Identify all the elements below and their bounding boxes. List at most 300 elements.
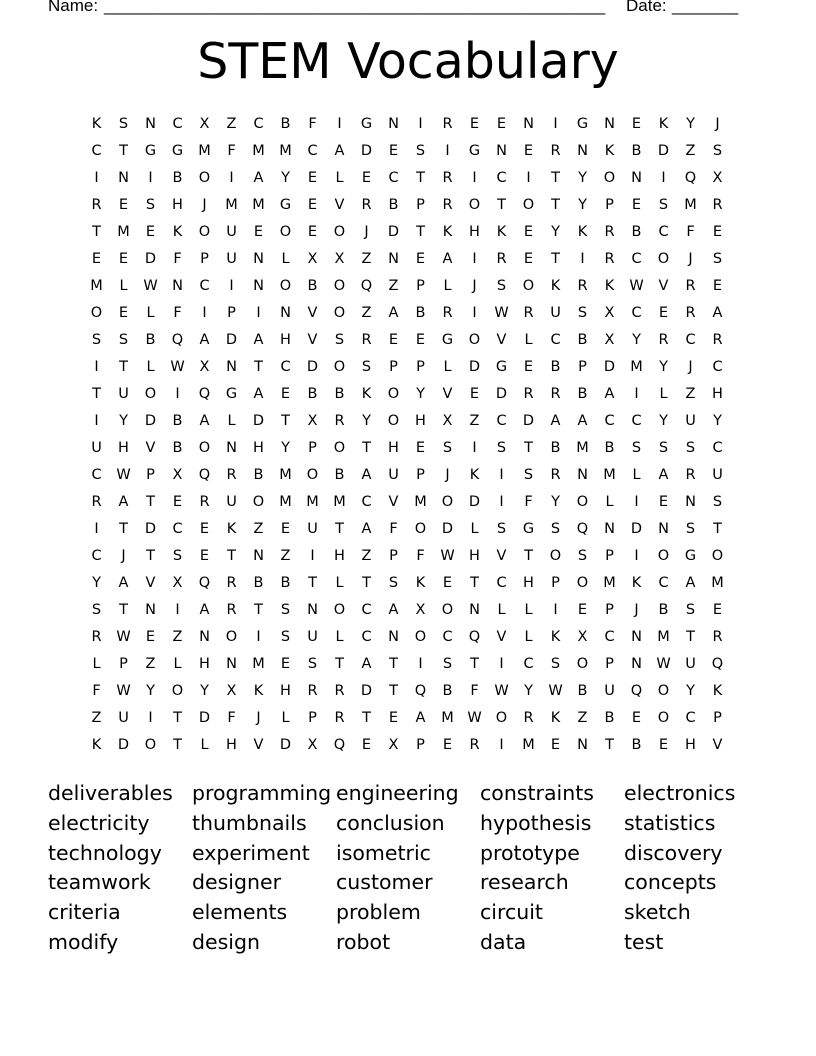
grid-letter[interactable]: N bbox=[577, 143, 588, 159]
grid-letter[interactable]: K bbox=[604, 143, 615, 159]
grid-letter[interactable]: L bbox=[92, 656, 101, 672]
grid-letter[interactable]: D bbox=[441, 521, 454, 537]
grid-letter[interactable]: A bbox=[550, 413, 561, 429]
grid-letter[interactable]: B bbox=[604, 440, 615, 456]
grid-letter[interactable]: O bbox=[144, 386, 157, 402]
grid-letter[interactable]: Z bbox=[253, 521, 264, 537]
grid-letter[interactable]: C bbox=[685, 332, 696, 348]
grid-letter[interactable]: O bbox=[657, 548, 670, 564]
grid-letter[interactable]: E bbox=[361, 737, 372, 753]
grid-letter[interactable]: L bbox=[146, 359, 155, 375]
grid-letter[interactable]: V bbox=[712, 737, 723, 753]
grid-letter[interactable]: I bbox=[472, 305, 477, 321]
grid-letter[interactable]: A bbox=[415, 710, 426, 726]
grid-letter[interactable]: M bbox=[279, 143, 292, 159]
grid-letter[interactable]: O bbox=[576, 494, 589, 510]
grid-letter[interactable]: L bbox=[524, 629, 533, 645]
grid-letter[interactable]: T bbox=[416, 224, 425, 240]
grid-letter[interactable]: T bbox=[92, 386, 101, 402]
grid-letter[interactable]: Q bbox=[198, 575, 211, 591]
grid-letter[interactable]: S bbox=[712, 251, 723, 267]
grid-letter[interactable]: X bbox=[415, 602, 426, 618]
grid-letter[interactable]: T bbox=[335, 521, 344, 537]
grid-letter[interactable]: C bbox=[712, 440, 723, 456]
grid-letter[interactable]: Y bbox=[524, 683, 533, 699]
grid-letter[interactable]: F bbox=[173, 251, 182, 267]
grid-letter[interactable]: E bbox=[145, 224, 156, 240]
grid-letter[interactable]: I bbox=[580, 251, 585, 267]
grid-letter[interactable]: E bbox=[631, 710, 642, 726]
grid-letter[interactable]: U bbox=[604, 683, 615, 699]
grid-letter[interactable]: A bbox=[388, 602, 399, 618]
grid-letter[interactable]: B bbox=[280, 116, 291, 132]
grid-letter[interactable]: A bbox=[199, 602, 210, 618]
grid-letter[interactable]: N bbox=[604, 521, 615, 537]
grid-letter[interactable]: C bbox=[496, 575, 507, 591]
grid-letter[interactable]: S bbox=[658, 197, 669, 213]
grid-letter[interactable]: R bbox=[442, 116, 453, 132]
grid-letter[interactable]: I bbox=[499, 737, 504, 753]
grid-letter[interactable]: B bbox=[307, 386, 318, 402]
grid-letter[interactable]: S bbox=[118, 116, 129, 132]
grid-letter[interactable]: O bbox=[387, 413, 400, 429]
grid-letter[interactable]: O bbox=[657, 683, 670, 699]
grid-letter[interactable]: T bbox=[173, 710, 182, 726]
grid-letter[interactable]: A bbox=[361, 521, 372, 537]
grid-letter[interactable]: C bbox=[253, 116, 264, 132]
grid-letter[interactable]: G bbox=[171, 143, 184, 159]
grid-letter[interactable]: B bbox=[577, 332, 588, 348]
grid-letter[interactable]: E bbox=[172, 494, 183, 510]
grid-letter[interactable]: C bbox=[604, 629, 615, 645]
grid-letter[interactable]: D bbox=[657, 143, 670, 159]
grid-letter[interactable]: H bbox=[118, 440, 129, 456]
grid-letter[interactable]: B bbox=[172, 413, 183, 429]
grid-letter[interactable]: P bbox=[605, 197, 614, 213]
grid-letter[interactable]: O bbox=[333, 305, 346, 321]
grid-letter[interactable]: T bbox=[524, 440, 533, 456]
grid-letter[interactable]: P bbox=[416, 737, 425, 753]
grid-letter[interactable]: O bbox=[144, 737, 157, 753]
grid-letter[interactable]: B bbox=[631, 737, 642, 753]
grid-letter[interactable]: O bbox=[198, 440, 211, 456]
grid-letter[interactable]: J bbox=[364, 224, 369, 240]
grid-letter[interactable]: C bbox=[631, 413, 642, 429]
grid-letter[interactable]: S bbox=[307, 656, 318, 672]
grid-letter[interactable]: O bbox=[603, 170, 616, 186]
grid-letter[interactable]: N bbox=[307, 602, 318, 618]
grid-letter[interactable]: R bbox=[523, 386, 534, 402]
grid-letter[interactable]: A bbox=[253, 332, 264, 348]
grid-letter[interactable]: C bbox=[91, 548, 102, 564]
grid-letter[interactable]: T bbox=[551, 197, 560, 213]
grid-letter[interactable]: D bbox=[495, 386, 508, 402]
grid-letter[interactable]: Z bbox=[145, 656, 156, 672]
grid-letter[interactable]: I bbox=[175, 386, 180, 402]
grid-letter[interactable]: P bbox=[713, 710, 722, 726]
grid-letter[interactable]: J bbox=[634, 602, 639, 618]
grid-letter[interactable]: H bbox=[469, 224, 480, 240]
grid-letter[interactable]: S bbox=[496, 521, 507, 537]
grid-letter[interactable]: P bbox=[416, 467, 425, 483]
grid-letter[interactable]: R bbox=[199, 494, 210, 510]
grid-letter[interactable]: M bbox=[414, 494, 427, 510]
grid-letter[interactable]: L bbox=[470, 521, 479, 537]
grid-letter[interactable]: R bbox=[712, 332, 723, 348]
grid-letter[interactable]: T bbox=[416, 170, 425, 186]
grid-letter[interactable]: O bbox=[198, 170, 211, 186]
grid-letter[interactable]: F bbox=[416, 548, 425, 564]
grid-letter[interactable]: E bbox=[118, 251, 129, 267]
grid-letter[interactable]: L bbox=[281, 710, 290, 726]
grid-letter[interactable]: R bbox=[442, 305, 453, 321]
grid-letter[interactable]: C bbox=[523, 656, 534, 672]
grid-letter[interactable]: C bbox=[658, 575, 669, 591]
grid-letter[interactable]: G bbox=[441, 332, 454, 348]
grid-letter[interactable]: I bbox=[472, 440, 477, 456]
grid-letter[interactable]: G bbox=[468, 143, 481, 159]
grid-letter[interactable]: Y bbox=[578, 197, 587, 213]
grid-letter[interactable]: T bbox=[146, 548, 155, 564]
grid-letter[interactable]: O bbox=[333, 224, 346, 240]
grid-letter[interactable]: D bbox=[306, 359, 319, 375]
grid-letter[interactable]: R bbox=[91, 197, 102, 213]
grid-letter[interactable]: Y bbox=[632, 332, 641, 348]
grid-letter[interactable]: Q bbox=[198, 467, 211, 483]
grid-letter[interactable]: E bbox=[712, 278, 723, 294]
grid-letter[interactable]: S bbox=[577, 548, 588, 564]
grid-letter[interactable]: L bbox=[605, 494, 614, 510]
grid-letter[interactable]: O bbox=[333, 602, 346, 618]
grid-letter[interactable]: H bbox=[712, 386, 723, 402]
grid-letter[interactable]: U bbox=[388, 467, 399, 483]
grid-letter[interactable]: C bbox=[442, 629, 453, 645]
grid-letter[interactable]: T bbox=[173, 737, 182, 753]
grid-letter[interactable]: W bbox=[548, 683, 563, 699]
grid-letter[interactable]: N bbox=[577, 737, 588, 753]
grid-letter[interactable]: L bbox=[335, 575, 344, 591]
grid-letter[interactable]: C bbox=[361, 602, 372, 618]
grid-letter[interactable]: O bbox=[333, 359, 346, 375]
grid-letter[interactable]: K bbox=[226, 521, 237, 537]
grid-letter[interactable]: T bbox=[362, 575, 371, 591]
grid-letter[interactable]: A bbox=[361, 467, 372, 483]
grid-letter[interactable]: W bbox=[494, 305, 509, 321]
grid-letter[interactable]: D bbox=[360, 683, 373, 699]
grid-letter[interactable]: T bbox=[308, 575, 317, 591]
grid-letter[interactable]: I bbox=[256, 629, 261, 645]
grid-letter[interactable]: K bbox=[172, 224, 183, 240]
grid-letter[interactable]: Y bbox=[92, 575, 101, 591]
grid-letter[interactable]: B bbox=[631, 143, 642, 159]
grid-letter[interactable]: H bbox=[685, 737, 696, 753]
grid-letter[interactable]: E bbox=[712, 602, 723, 618]
grid-letter[interactable]: D bbox=[198, 710, 211, 726]
grid-letter[interactable]: D bbox=[144, 413, 157, 429]
grid-letter[interactable]: B bbox=[604, 710, 615, 726]
grid-letter[interactable]: X bbox=[307, 251, 318, 267]
grid-letter[interactable]: S bbox=[550, 521, 561, 537]
grid-letter[interactable]: F bbox=[470, 683, 479, 699]
grid-letter[interactable]: P bbox=[119, 656, 128, 672]
grid-letter[interactable]: D bbox=[117, 737, 130, 753]
grid-letter[interactable]: H bbox=[226, 737, 237, 753]
grid-letter[interactable]: J bbox=[472, 278, 477, 294]
grid-letter[interactable]: I bbox=[499, 467, 504, 483]
grid-letter[interactable]: E bbox=[442, 737, 453, 753]
grid-letter[interactable]: P bbox=[308, 440, 317, 456]
grid-letter[interactable]: X bbox=[334, 251, 345, 267]
grid-letter[interactable]: I bbox=[310, 548, 315, 564]
grid-letter[interactable]: H bbox=[280, 332, 291, 348]
grid-letter[interactable]: R bbox=[604, 224, 615, 240]
grid-letter[interactable]: Y bbox=[281, 170, 290, 186]
grid-letter[interactable]: S bbox=[280, 629, 291, 645]
grid-letter[interactable]: C bbox=[550, 332, 561, 348]
grid-letter[interactable]: V bbox=[658, 278, 669, 294]
grid-letter[interactable]: N bbox=[577, 467, 588, 483]
grid-letter[interactable]: O bbox=[549, 548, 562, 564]
grid-letter[interactable]: I bbox=[634, 386, 639, 402]
grid-letter[interactable]: X bbox=[199, 359, 210, 375]
grid-letter[interactable]: E bbox=[496, 116, 507, 132]
grid-letter[interactable]: Q bbox=[684, 170, 697, 186]
grid-letter[interactable]: E bbox=[388, 710, 399, 726]
grid-letter[interactable]: T bbox=[146, 494, 155, 510]
grid-letter[interactable]: L bbox=[146, 305, 155, 321]
grid-letter[interactable]: T bbox=[551, 251, 560, 267]
grid-letter[interactable]: C bbox=[172, 521, 183, 537]
grid-letter[interactable]: E bbox=[253, 224, 264, 240]
grid-letter[interactable]: L bbox=[632, 467, 641, 483]
grid-letter[interactable]: D bbox=[225, 332, 238, 348]
grid-letter[interactable]: C bbox=[631, 305, 642, 321]
grid-letter[interactable]: N bbox=[658, 521, 669, 537]
grid-letter[interactable]: R bbox=[334, 710, 345, 726]
grid-letter[interactable]: P bbox=[605, 602, 614, 618]
grid-letter[interactable]: O bbox=[90, 305, 103, 321]
grid-letter[interactable]: V bbox=[442, 386, 453, 402]
grid-letter[interactable]: M bbox=[711, 575, 724, 591]
grid-letter[interactable]: F bbox=[524, 494, 533, 510]
grid-letter[interactable]: K bbox=[712, 683, 723, 699]
grid-letter[interactable]: T bbox=[389, 656, 398, 672]
grid-letter[interactable]: C bbox=[199, 278, 210, 294]
grid-letter[interactable]: K bbox=[631, 575, 642, 591]
grid-letter[interactable]: A bbox=[334, 143, 345, 159]
grid-letter[interactable]: E bbox=[91, 251, 102, 267]
grid-letter[interactable]: E bbox=[388, 332, 399, 348]
grid-letter[interactable]: N bbox=[226, 359, 237, 375]
grid-letter[interactable]: D bbox=[144, 251, 157, 267]
grid-letter[interactable]: X bbox=[577, 629, 588, 645]
grid-letter[interactable]: V bbox=[496, 548, 507, 564]
grid-letter[interactable]: A bbox=[658, 467, 669, 483]
grid-letter[interactable]: Y bbox=[362, 413, 371, 429]
grid-letter[interactable]: I bbox=[229, 278, 234, 294]
grid-letter[interactable]: E bbox=[415, 251, 426, 267]
grid-letter[interactable]: Z bbox=[685, 143, 696, 159]
grid-letter[interactable]: G bbox=[225, 386, 238, 402]
grid-letter[interactable]: E bbox=[415, 440, 426, 456]
grid-letter[interactable]: U bbox=[712, 467, 723, 483]
grid-letter[interactable]: S bbox=[145, 197, 156, 213]
grid-letter[interactable]: K bbox=[550, 710, 561, 726]
grid-letter[interactable]: D bbox=[468, 359, 481, 375]
grid-letter[interactable]: G bbox=[576, 116, 589, 132]
grid-letter[interactable]: A bbox=[361, 656, 372, 672]
grid-letter[interactable]: M bbox=[306, 494, 319, 510]
grid-letter[interactable]: E bbox=[631, 116, 642, 132]
grid-letter[interactable]: M bbox=[603, 575, 616, 591]
grid-letter[interactable]: S bbox=[442, 656, 453, 672]
grid-letter[interactable]: N bbox=[604, 116, 615, 132]
grid-letter[interactable]: A bbox=[712, 305, 723, 321]
grid-letter[interactable]: X bbox=[388, 737, 399, 753]
grid-letter[interactable]: L bbox=[227, 413, 236, 429]
grid-letter[interactable]: E bbox=[469, 386, 480, 402]
grid-letter[interactable]: I bbox=[418, 116, 423, 132]
grid-letter[interactable]: T bbox=[362, 440, 371, 456]
grid-letter[interactable]: Z bbox=[361, 305, 372, 321]
grid-letter[interactable]: E bbox=[280, 386, 291, 402]
grid-letter[interactable]: G bbox=[495, 359, 508, 375]
grid-letter[interactable]: S bbox=[388, 575, 399, 591]
grid-letter[interactable]: E bbox=[712, 224, 723, 240]
grid-letter[interactable]: Y bbox=[659, 359, 668, 375]
grid-letter[interactable]: S bbox=[280, 602, 291, 618]
grid-letter[interactable]: D bbox=[279, 737, 292, 753]
grid-letter[interactable]: Y bbox=[578, 170, 587, 186]
grid-letter[interactable]: D bbox=[630, 521, 643, 537]
grid-letter[interactable]: G bbox=[360, 116, 373, 132]
grid-letter[interactable]: Y bbox=[146, 683, 155, 699]
grid-letter[interactable]: E bbox=[118, 305, 129, 321]
date-field-line[interactable]: _______ bbox=[672, 0, 739, 15]
grid-letter[interactable]: O bbox=[522, 197, 535, 213]
grid-letter[interactable]: X bbox=[172, 575, 183, 591]
grid-letter[interactable]: O bbox=[657, 251, 670, 267]
grid-letter[interactable]: T bbox=[254, 602, 263, 618]
grid-letter[interactable]: C bbox=[361, 494, 372, 510]
grid-letter[interactable]: P bbox=[200, 251, 209, 267]
grid-letter[interactable]: O bbox=[414, 629, 427, 645]
grid-letter[interactable]: J bbox=[121, 548, 126, 564]
grid-letter[interactable]: I bbox=[472, 251, 477, 267]
grid-letter[interactable]: I bbox=[553, 116, 558, 132]
grid-letter[interactable]: N bbox=[145, 602, 156, 618]
grid-letter[interactable]: X bbox=[172, 467, 183, 483]
grid-letter[interactable]: E bbox=[523, 224, 534, 240]
grid-letter[interactable]: Y bbox=[119, 413, 128, 429]
grid-letter[interactable]: P bbox=[416, 197, 425, 213]
grid-letter[interactable]: I bbox=[499, 494, 504, 510]
grid-letter[interactable]: I bbox=[472, 170, 477, 186]
grid-letter[interactable]: T bbox=[470, 656, 479, 672]
grid-letter[interactable]: B bbox=[577, 683, 588, 699]
grid-letter[interactable]: C bbox=[685, 710, 696, 726]
grid-letter[interactable]: K bbox=[442, 224, 453, 240]
name-field-line[interactable]: _____________________________________________________ bbox=[104, 0, 606, 15]
grid-letter[interactable]: L bbox=[281, 251, 290, 267]
grid-letter[interactable]: N bbox=[631, 656, 642, 672]
grid-letter[interactable]: K bbox=[91, 737, 102, 753]
grid-letter[interactable]: R bbox=[712, 629, 723, 645]
grid-letter[interactable]: S bbox=[91, 332, 102, 348]
grid-letter[interactable]: X bbox=[712, 170, 723, 186]
grid-letter[interactable]: S bbox=[334, 332, 345, 348]
grid-letter[interactable]: C bbox=[496, 413, 507, 429]
grid-letter[interactable]: Z bbox=[280, 548, 291, 564]
grid-letter[interactable]: H bbox=[199, 656, 210, 672]
grid-letter[interactable]: I bbox=[526, 170, 531, 186]
grid-letter[interactable]: T bbox=[227, 548, 236, 564]
grid-letter[interactable]: B bbox=[280, 575, 291, 591]
grid-letter[interactable]: N bbox=[172, 278, 183, 294]
grid-letter[interactable]: K bbox=[91, 116, 102, 132]
grid-letter[interactable]: M bbox=[198, 143, 211, 159]
grid-letter[interactable]: I bbox=[553, 602, 558, 618]
grid-letter[interactable]: W bbox=[440, 548, 455, 564]
grid-letter[interactable]: P bbox=[389, 359, 398, 375]
grid-letter[interactable]: Y bbox=[713, 413, 722, 429]
grid-letter[interactable]: R bbox=[334, 683, 345, 699]
grid-letter[interactable]: P bbox=[146, 467, 155, 483]
grid-letter[interactable]: N bbox=[226, 440, 237, 456]
grid-letter[interactable]: Q bbox=[711, 656, 724, 672]
grid-letter[interactable]: Q bbox=[414, 683, 427, 699]
grid-letter[interactable]: M bbox=[117, 224, 130, 240]
grid-letter[interactable]: N bbox=[199, 629, 210, 645]
grid-letter[interactable]: S bbox=[685, 440, 696, 456]
grid-letter[interactable]: K bbox=[361, 386, 372, 402]
grid-letter[interactable]: V bbox=[496, 629, 507, 645]
grid-letter[interactable]: O bbox=[441, 494, 454, 510]
grid-letter[interactable]: T bbox=[605, 737, 614, 753]
grid-letter[interactable]: Y bbox=[686, 683, 695, 699]
grid-letter[interactable]: S bbox=[415, 143, 426, 159]
grid-letter[interactable]: T bbox=[362, 710, 371, 726]
grid-letter[interactable]: L bbox=[443, 278, 452, 294]
grid-letter[interactable]: L bbox=[335, 629, 344, 645]
grid-letter[interactable]: C bbox=[172, 116, 183, 132]
grid-letter[interactable]: W bbox=[656, 656, 671, 672]
grid-letter[interactable]: O bbox=[441, 602, 454, 618]
grid-letter[interactable]: A bbox=[253, 170, 264, 186]
grid-letter[interactable]: E bbox=[199, 521, 210, 537]
grid-letter[interactable]: S bbox=[631, 440, 642, 456]
grid-letter[interactable]: G bbox=[279, 197, 292, 213]
grid-letter[interactable]: R bbox=[496, 251, 507, 267]
grid-letter[interactable]: D bbox=[360, 143, 373, 159]
grid-letter[interactable]: A bbox=[685, 575, 696, 591]
grid-letter[interactable]: Q bbox=[468, 629, 481, 645]
grid-letter[interactable]: I bbox=[445, 143, 450, 159]
grid-letter[interactable]: V bbox=[145, 575, 156, 591]
grid-letter[interactable]: R bbox=[550, 386, 561, 402]
grid-letter[interactable]: M bbox=[279, 467, 292, 483]
grid-letter[interactable]: M bbox=[252, 143, 265, 159]
grid-letter[interactable]: R bbox=[523, 710, 534, 726]
grid-letter[interactable]: B bbox=[253, 575, 264, 591]
grid-letter[interactable]: L bbox=[173, 656, 182, 672]
grid-letter[interactable]: M bbox=[657, 629, 670, 645]
grid-letter[interactable]: N bbox=[496, 143, 507, 159]
grid-letter[interactable]: Q bbox=[333, 737, 346, 753]
grid-letter[interactable]: M bbox=[522, 737, 535, 753]
grid-letter[interactable]: A bbox=[253, 386, 264, 402]
grid-letter[interactable]: E bbox=[577, 602, 588, 618]
